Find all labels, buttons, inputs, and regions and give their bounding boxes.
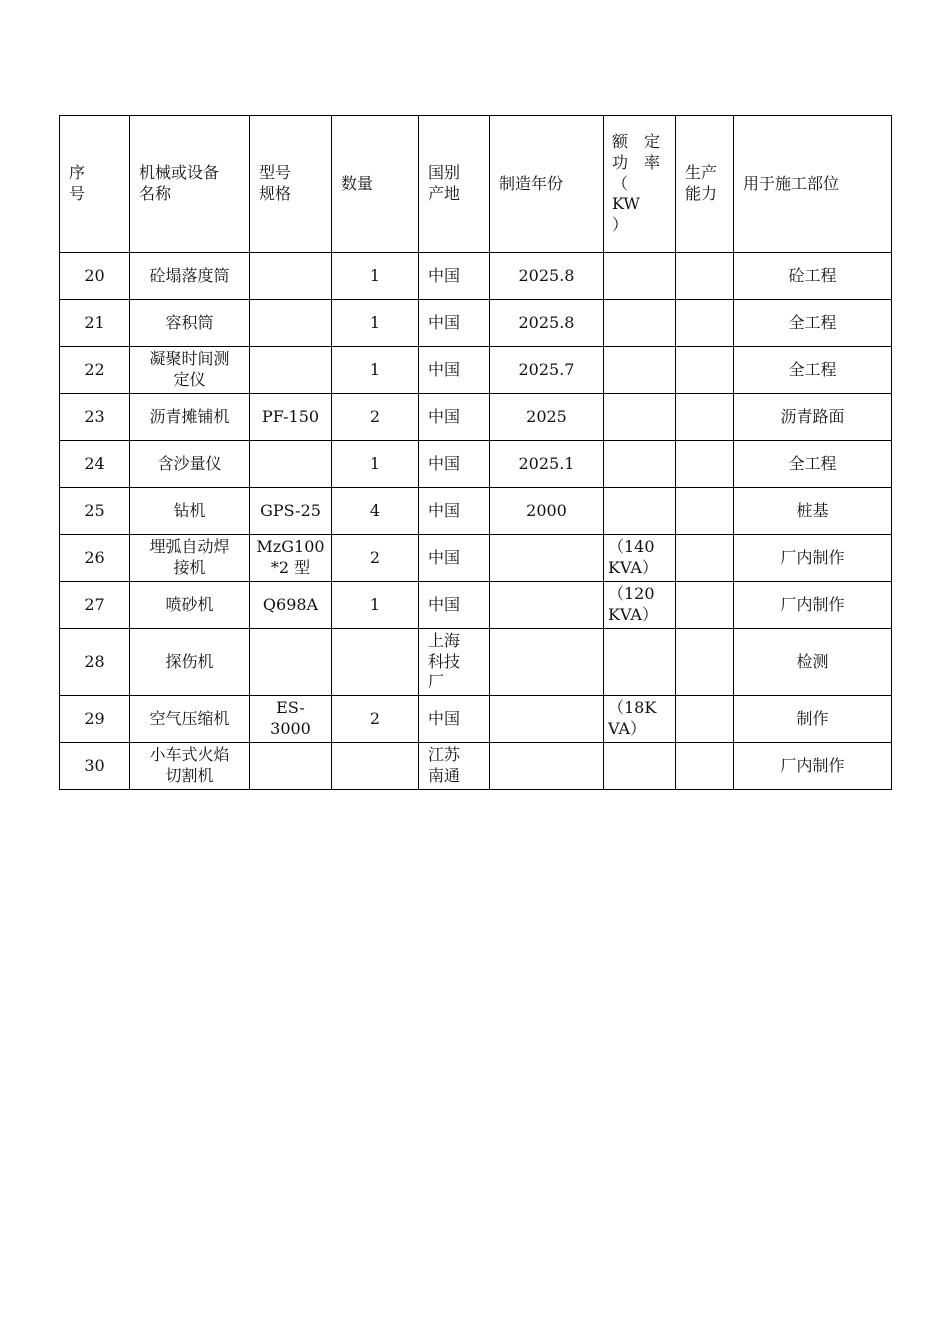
cell-origin: 中国 bbox=[419, 300, 490, 347]
cell-capacity bbox=[676, 300, 734, 347]
cell-qty: 4 bbox=[332, 488, 419, 535]
cell-qty: 1 bbox=[332, 347, 419, 394]
cell-capacity bbox=[676, 441, 734, 488]
cell-origin: 中国 bbox=[419, 488, 490, 535]
table-row bbox=[60, 629, 892, 696]
cell-usage: 沥青路面 bbox=[734, 394, 892, 441]
header-year: 制造年份 bbox=[490, 116, 604, 253]
cell-capacity bbox=[676, 696, 734, 743]
cell-origin: 江苏 南通 bbox=[419, 743, 490, 790]
cell-usage: 全工程 bbox=[734, 347, 892, 394]
cell-origin: 中国 bbox=[419, 394, 490, 441]
equipment-table bbox=[59, 115, 892, 790]
table-row bbox=[60, 347, 892, 394]
cell-power: （120 KVA） bbox=[604, 582, 676, 629]
cell-usage: 砼工程 bbox=[734, 253, 892, 300]
cell-power bbox=[604, 629, 676, 696]
cell-origin: 中国 bbox=[419, 582, 490, 629]
table-row bbox=[60, 253, 892, 300]
cell-usage: 全工程 bbox=[734, 300, 892, 347]
cell-power: （18K VA） bbox=[604, 696, 676, 743]
cell-qty: 1 bbox=[332, 300, 419, 347]
cell-capacity bbox=[676, 347, 734, 394]
cell-seq: 22 bbox=[60, 347, 130, 394]
table-row bbox=[60, 696, 892, 743]
cell-qty bbox=[332, 743, 419, 790]
table-row bbox=[60, 535, 892, 582]
cell-power bbox=[604, 441, 676, 488]
cell-name: 空气压缩机 bbox=[130, 696, 250, 743]
header-origin: 国别 产地 bbox=[419, 116, 490, 253]
table-row bbox=[60, 743, 892, 790]
cell-model: Q698A bbox=[250, 582, 332, 629]
header-model: 型号 规格 bbox=[250, 116, 332, 253]
cell-year bbox=[490, 535, 604, 582]
cell-power: （140 KVA） bbox=[604, 535, 676, 582]
header-row bbox=[60, 116, 892, 253]
cell-origin: 中国 bbox=[419, 441, 490, 488]
table-row bbox=[60, 300, 892, 347]
cell-seq: 26 bbox=[60, 535, 130, 582]
cell-usage: 桩基 bbox=[734, 488, 892, 535]
cell-usage: 厂内制作 bbox=[734, 535, 892, 582]
cell-seq: 28 bbox=[60, 629, 130, 696]
cell-capacity bbox=[676, 629, 734, 696]
cell-usage: 检测 bbox=[734, 629, 892, 696]
cell-name: 小车式火焰 切割机 bbox=[130, 743, 250, 790]
cell-year: 2025.8 bbox=[490, 300, 604, 347]
cell-name: 容积筒 bbox=[130, 300, 250, 347]
cell-model: MzG100 *2 型 bbox=[250, 535, 332, 582]
cell-power bbox=[604, 253, 676, 300]
cell-model: PF-150 bbox=[250, 394, 332, 441]
cell-qty: 1 bbox=[332, 441, 419, 488]
cell-capacity bbox=[676, 394, 734, 441]
cell-name: 喷砂机 bbox=[130, 582, 250, 629]
cell-model bbox=[250, 300, 332, 347]
header-capacity: 生产 能力 bbox=[676, 116, 734, 253]
header-name: 机械或设备 名称 bbox=[130, 116, 250, 253]
cell-power bbox=[604, 347, 676, 394]
cell-year bbox=[490, 696, 604, 743]
cell-origin: 中国 bbox=[419, 347, 490, 394]
cell-seq: 25 bbox=[60, 488, 130, 535]
cell-origin: 中国 bbox=[419, 535, 490, 582]
cell-qty: 1 bbox=[332, 253, 419, 300]
cell-year: 2025.1 bbox=[490, 441, 604, 488]
cell-power bbox=[604, 488, 676, 535]
cell-power bbox=[604, 743, 676, 790]
cell-seq: 24 bbox=[60, 441, 130, 488]
cell-qty: 2 bbox=[332, 394, 419, 441]
cell-model: ES- 3000 bbox=[250, 696, 332, 743]
cell-year bbox=[490, 582, 604, 629]
cell-origin: 中国 bbox=[419, 253, 490, 300]
header-seq: 序 号 bbox=[60, 116, 130, 253]
cell-model bbox=[250, 253, 332, 300]
cell-model: GPS-25 bbox=[250, 488, 332, 535]
cell-name: 探伤机 bbox=[130, 629, 250, 696]
cell-seq: 29 bbox=[60, 696, 130, 743]
header-qty: 数量 bbox=[332, 116, 419, 253]
cell-qty: 2 bbox=[332, 696, 419, 743]
cell-year: 2000 bbox=[490, 488, 604, 535]
cell-name: 沥青摊铺机 bbox=[130, 394, 250, 441]
cell-power bbox=[604, 394, 676, 441]
cell-usage: 厂内制作 bbox=[734, 743, 892, 790]
cell-seq: 21 bbox=[60, 300, 130, 347]
cell-name: 砼塌落度筒 bbox=[130, 253, 250, 300]
table-row bbox=[60, 394, 892, 441]
cell-model bbox=[250, 629, 332, 696]
table-row bbox=[60, 582, 892, 629]
cell-capacity bbox=[676, 535, 734, 582]
cell-year: 2025.8 bbox=[490, 253, 604, 300]
cell-qty: 2 bbox=[332, 535, 419, 582]
cell-year bbox=[490, 743, 604, 790]
table-row bbox=[60, 441, 892, 488]
cell-year: 2025 bbox=[490, 394, 604, 441]
cell-year: 2025.7 bbox=[490, 347, 604, 394]
cell-usage: 全工程 bbox=[734, 441, 892, 488]
cell-power bbox=[604, 300, 676, 347]
cell-usage: 制作 bbox=[734, 696, 892, 743]
cell-seq: 23 bbox=[60, 394, 130, 441]
cell-qty: 1 bbox=[332, 582, 419, 629]
cell-name: 含沙量仪 bbox=[130, 441, 250, 488]
cell-capacity bbox=[676, 488, 734, 535]
cell-origin: 上海 科技 厂 bbox=[419, 629, 490, 696]
cell-year bbox=[490, 629, 604, 696]
cell-seq: 20 bbox=[60, 253, 130, 300]
cell-name: 钻机 bbox=[130, 488, 250, 535]
cell-seq: 27 bbox=[60, 582, 130, 629]
cell-model bbox=[250, 441, 332, 488]
cell-capacity bbox=[676, 253, 734, 300]
header-power: 额 定 功 率 （ KW ） bbox=[604, 116, 676, 253]
cell-name: 埋弧自动焊 接机 bbox=[130, 535, 250, 582]
header-usage: 用于施工部位 bbox=[734, 116, 892, 253]
cell-capacity bbox=[676, 743, 734, 790]
cell-capacity bbox=[676, 582, 734, 629]
table-row bbox=[60, 488, 892, 535]
cell-model bbox=[250, 743, 332, 790]
cell-seq: 30 bbox=[60, 743, 130, 790]
cell-qty bbox=[332, 629, 419, 696]
cell-usage: 厂内制作 bbox=[734, 582, 892, 629]
cell-model bbox=[250, 347, 332, 394]
cell-name: 凝聚时间测 定仪 bbox=[130, 347, 250, 394]
cell-origin: 中国 bbox=[419, 696, 490, 743]
